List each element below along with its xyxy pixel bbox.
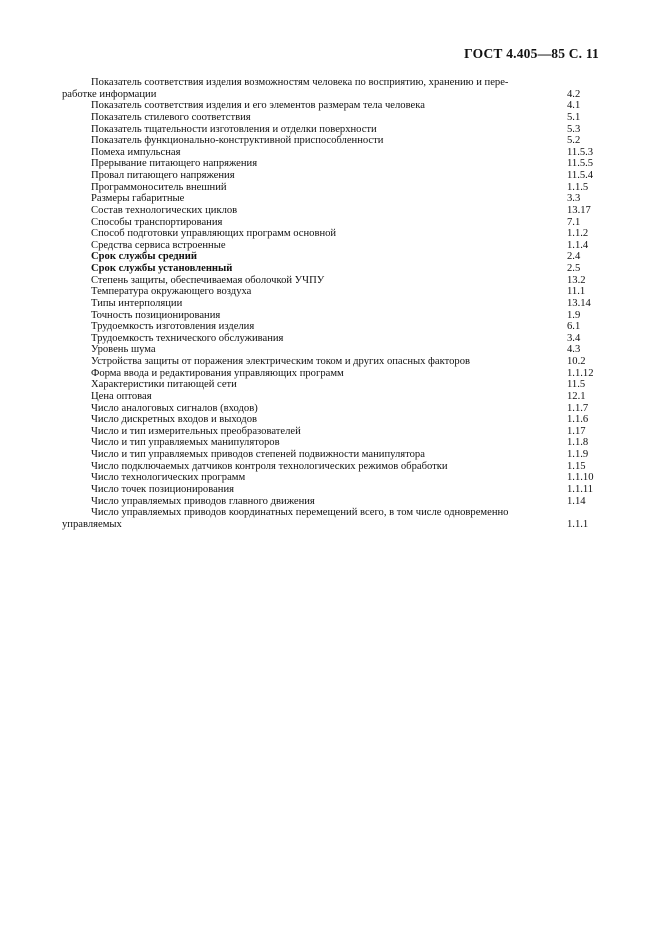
index-term: Показатель функционально-конструктивной приспособленности <box>91 135 384 147</box>
index-reference: 4.1 <box>567 100 581 112</box>
index-term: Трудоемкость технического обслуживания <box>91 332 284 344</box>
index-entry <box>62 182 599 194</box>
index-entry <box>62 333 599 345</box>
page-header: ГОСТ 4.405—85 С. 11 <box>464 46 599 61</box>
index-term: Температура окружающего воздуха <box>91 286 252 298</box>
index-entry <box>62 217 599 229</box>
index-term: Способы транспортирования <box>91 216 223 228</box>
index-entry <box>62 356 599 368</box>
index-entry <box>62 426 599 438</box>
index-entry <box>62 344 599 356</box>
index-entry <box>62 496 599 508</box>
index-reference: 13.14 <box>567 297 591 309</box>
index-reference: 5.2 <box>567 135 581 147</box>
index-reference: 1.1.1 <box>567 518 589 530</box>
index-term: Средства сервиса встроенные <box>91 239 226 251</box>
index-term: Программоноситель внешний <box>91 181 227 193</box>
index-reference: 5.1 <box>567 111 581 123</box>
index-term: Число дискретных входов и выходов <box>91 414 257 426</box>
index-entry <box>62 449 599 461</box>
index-term: Способ подготовки управляющих программ основной <box>91 228 337 240</box>
index-term: Число и тип измерительных преобразователей <box>91 425 301 437</box>
index-entry <box>62 368 599 380</box>
index-entry <box>62 275 599 287</box>
index-reference: 13.17 <box>567 204 591 216</box>
index-reference: 1.1.9 <box>567 449 589 460</box>
index-entry <box>62 100 599 112</box>
index-term: Срок службы средний <box>91 251 197 263</box>
index-entry <box>62 379 599 391</box>
index-term: Форма ввода и редактирования управляющих программ <box>91 367 344 379</box>
index-entry <box>62 310 599 322</box>
index-entry <box>62 298 599 310</box>
index-term: Число подключаемых датчиков контроля технологических режимов обработки <box>91 460 448 472</box>
index-reference: 2.4 <box>567 251 581 263</box>
index-term: Число управляемых приводов координатных перемещений всего, в том числе одновременно управляемых <box>62 507 509 530</box>
index-term: Трудоемкость изготовления изделия <box>91 321 255 333</box>
index-term: Показатель соответствия изделия и его элементов размерам тела человека <box>91 100 425 112</box>
index-term: Провал питающего напряжения <box>91 170 235 181</box>
index-entry <box>62 484 599 496</box>
index-entry <box>62 507 599 530</box>
index-term: Число точек позиционирования <box>91 483 234 495</box>
index-term: Срок службы установленный <box>91 263 233 274</box>
index-term: Число и тип управляемых приводов степеней подвижности манипулятора <box>91 449 425 460</box>
index-reference: 1.1.8 <box>567 437 589 449</box>
index-reference: 5.3 <box>567 123 581 135</box>
index-term: Уровень шума <box>91 344 156 356</box>
index-entry <box>62 240 599 252</box>
index-entry <box>62 251 599 263</box>
index-reference: 10.2 <box>567 356 586 367</box>
index-entry <box>62 77 599 100</box>
index-reference: 11.1 <box>567 286 586 298</box>
index-reference: 1.1.12 <box>567 367 594 379</box>
index-entry <box>62 414 599 426</box>
index-reference: 11.5.5 <box>567 158 594 170</box>
index-entry <box>62 437 599 449</box>
index-term: Размеры габаритные <box>91 193 185 205</box>
index-term: Характеристики питающей сети <box>91 379 237 391</box>
index-reference: 1.17 <box>567 425 586 437</box>
index-reference: 13.2 <box>567 274 586 286</box>
index-reference: 1.1.2 <box>567 228 589 240</box>
index-reference: 1.14 <box>567 495 586 507</box>
index-term: Число управляемых приводов главного движения <box>91 495 315 507</box>
index-term: Число технологических программ <box>91 472 246 484</box>
index-entry <box>62 193 599 205</box>
alphabetical-index <box>62 77 599 530</box>
index-entry <box>62 228 599 240</box>
index-entry <box>62 403 599 415</box>
index-entry <box>62 124 599 136</box>
index-reference: 3.4 <box>567 332 581 344</box>
index-entry <box>62 135 599 147</box>
index-term: Цена оптовая <box>91 390 152 402</box>
index-entry <box>62 391 599 403</box>
index-reference: 2.5 <box>567 263 581 274</box>
index-reference: 7.1 <box>567 216 581 228</box>
index-reference: 4.2 <box>567 88 581 100</box>
index-term: Прерывание питающего напряжения <box>91 158 258 170</box>
index-entry <box>62 321 599 333</box>
index-reference: 11.5.4 <box>567 170 594 181</box>
index-reference: 1.1.10 <box>567 472 594 484</box>
index-reference: 1.15 <box>567 460 586 472</box>
index-term: Степень защиты, обеспечиваемая оболочкой УЧПУ <box>91 274 325 286</box>
index-entry <box>62 170 599 182</box>
index-term: Число аналоговых сигналов (входов) <box>91 402 258 414</box>
index-entry <box>62 112 599 124</box>
index-entry <box>62 472 599 484</box>
index-term: Устройства защиты от поражения электрическим током и других опасных факторов <box>91 356 471 367</box>
index-reference: 1.1.5 <box>567 181 589 193</box>
index-term: Число и тип управляемых манипуляторов <box>91 437 280 449</box>
index-term: Помеха импульсная <box>91 146 181 158</box>
index-reference: 11.5 <box>567 379 586 391</box>
index-entry <box>62 205 599 217</box>
index-entry <box>62 461 599 473</box>
index-term: Показатель соответствия изделия возможностям человека по восприятию, хранению и пере-работке информации <box>62 77 509 100</box>
index-reference: 1.1.11 <box>567 483 594 495</box>
index-reference: 1.1.4 <box>567 239 589 251</box>
index-term: Показатель стилевого соответствия <box>91 111 251 123</box>
index-reference: 11.5.3 <box>567 146 594 158</box>
index-entry <box>62 147 599 159</box>
index-entry <box>62 263 599 275</box>
index-reference: 1.9 <box>567 309 581 321</box>
index-entry <box>62 158 599 170</box>
index-term: Показатель тщательности изготовления и отделки поверхности <box>91 123 377 135</box>
index-reference: 12.1 <box>567 390 586 402</box>
index-term: Типы интерполяции <box>91 297 183 309</box>
index-reference: 3.3 <box>567 193 581 205</box>
index-reference: 4.3 <box>567 344 581 356</box>
index-term: Точность позиционирования <box>91 309 221 321</box>
index-reference: 1.1.7 <box>567 402 589 414</box>
index-reference: 6.1 <box>567 321 581 333</box>
index-entry <box>62 286 599 298</box>
index-reference: 1.1.6 <box>567 414 589 426</box>
index-term: Состав технологических циклов <box>91 204 238 216</box>
